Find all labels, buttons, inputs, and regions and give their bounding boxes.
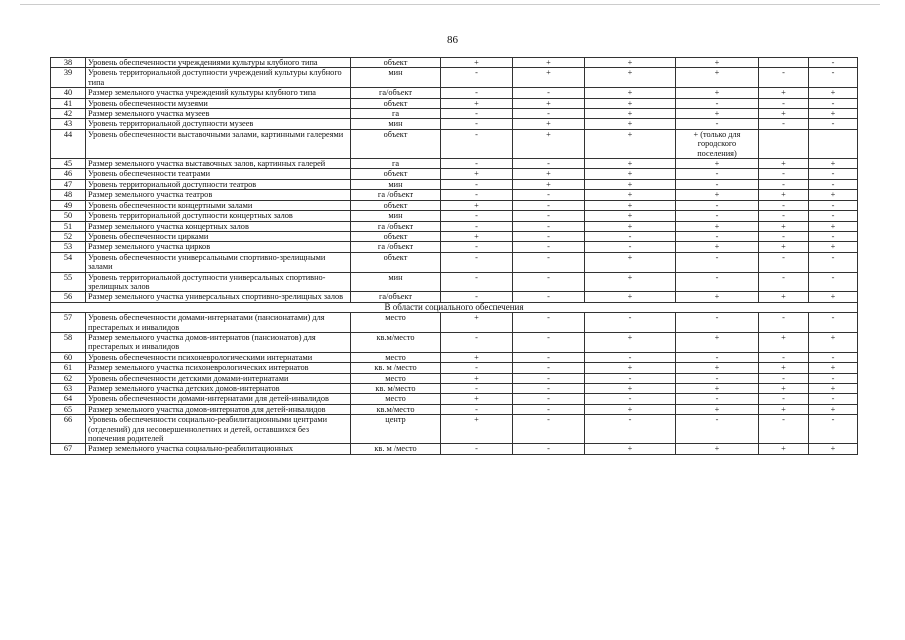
indicator-name: Уровень обеспеченности учреждениями культуры клубного типа [86,58,351,68]
indicator-name: Уровень территориальной доступности учреждений культуры клубного типа [86,68,351,88]
mark-cell: - [585,352,676,362]
mark-cell: + [676,332,759,352]
mark-cell: - [441,68,513,88]
indicator-name: Уровень обеспеченности психоневрологическими интернатами [86,352,351,362]
mark-cell: - [441,252,513,272]
indicator-name: Размер земельного участка социально-реабилитационных [86,444,351,454]
mark-cell: - [809,415,858,444]
row-number: 48 [51,190,86,200]
unit-cell: га /объект [351,190,441,200]
mark-cell: - [809,313,858,333]
row-number: 47 [51,179,86,189]
row-number: 67 [51,444,86,454]
unit-cell: место [351,313,441,333]
mark-cell: + [585,384,676,394]
mark-cell: - [585,394,676,404]
unit-cell: объект [351,200,441,210]
mark-cell: - [513,444,585,454]
mark-cell: - [676,352,759,362]
mark-cell: - [809,252,858,272]
mark-cell: - [759,272,809,292]
mark-cell: - [441,129,513,158]
mark-cell: - [585,415,676,444]
mark-cell: - [759,200,809,210]
mark-cell: - [809,394,858,404]
mark-cell: + [585,169,676,179]
row-number: 66 [51,415,86,444]
indicator-name: Размер земельного участка домов-интернатов для детей-инвалидов [86,404,351,414]
mark-cell: + [441,394,513,404]
mark-cell: - [513,352,585,362]
mark-cell: - [809,68,858,88]
mark-cell: + [585,179,676,189]
unit-cell: га /объект [351,242,441,252]
indicator-name: Размер земельного участка концертных залов [86,221,351,231]
mark-cell: + [759,292,809,302]
mark-cell: - [441,404,513,414]
indicator-name: Уровень обеспеченности цирками [86,231,351,241]
mark-cell: - [513,292,585,302]
indicator-name: Размер земельного участка домов-интернатов (пансионатов) для престарелых и инвалидов [86,332,351,352]
section-title: В области социального обеспечения [51,302,858,312]
mark-cell: - [441,221,513,231]
table-row [51,58,858,68]
mark-cell: + [809,190,858,200]
row-number: 65 [51,404,86,414]
mark-cell: + [513,58,585,68]
mark-cell: + [759,190,809,200]
mark-cell: + [759,363,809,373]
unit-cell: кв.м/место [351,332,441,352]
table-row [51,221,858,231]
mark-cell: + [759,332,809,352]
mark-cell: - [759,98,809,108]
mark-cell: - [585,313,676,333]
mark-cell: + [809,404,858,414]
table-row [51,169,858,179]
indicator-name: Уровень обеспеченности выставочными залами, картинными галереями [86,129,351,158]
mark-cell: + [441,98,513,108]
mark-cell: - [513,231,585,241]
mark-cell: - [513,252,585,272]
mark-cell: + [676,68,759,88]
mark-cell: - [441,109,513,119]
row-number: 44 [51,129,86,158]
indicator-name: Уровень обеспеченности домами-интернатами (пансионатами) для престарелых и инвалидов [86,313,351,333]
unit-cell: мин [351,211,441,221]
mark-cell: - [513,190,585,200]
indicator-name: Уровень территориальной доступности универсальных спортивно-зрелищных залов [86,272,351,292]
mark-cell: + [676,88,759,98]
row-number: 55 [51,272,86,292]
mark-cell: - [513,415,585,444]
mark-cell: - [441,190,513,200]
mark-cell: - [676,119,759,129]
mark-cell: - [513,88,585,98]
mark-cell: - [759,211,809,221]
mark-cell: + [585,88,676,98]
mark-cell: + [676,404,759,414]
mark-cell: + [585,190,676,200]
mark-cell: - [759,394,809,404]
indicator-name: Размер земельного участка музеев [86,109,351,119]
unit-cell: объект [351,231,441,241]
mark-cell: + [585,98,676,108]
mark-cell: - [441,444,513,454]
mark-cell: - [585,231,676,241]
mark-cell: + [809,444,858,454]
mark-cell: - [441,88,513,98]
mark-cell: - [441,211,513,221]
mark-cell: + [676,242,759,252]
mark-cell: - [809,58,858,68]
unit-cell: объект [351,58,441,68]
mark-cell: - [759,119,809,129]
unit-cell: кв.м/место [351,404,441,414]
mark-cell: + [676,384,759,394]
mark-cell: + [585,292,676,302]
unit-cell: га [351,109,441,119]
mark-cell: - [759,179,809,189]
mark-cell: + [809,221,858,231]
mark-cell: - [676,179,759,189]
unit-cell: объект [351,98,441,108]
indicator-name: Уровень обеспеченности музеями [86,98,351,108]
table-row [51,242,858,252]
mark-cell: + [513,129,585,158]
mark-cell: - [585,242,676,252]
row-number: 39 [51,68,86,88]
mark-cell: - [759,231,809,241]
unit-cell: кв. м/место [351,384,441,394]
norms-table [50,57,858,455]
mark-cell: - [513,332,585,352]
indicator-name: Уровень обеспеченности универсальными спортивно-зрелищными залами [86,252,351,272]
mark-cell: - [513,242,585,252]
mark-cell: + [441,373,513,383]
mark-cell: + [585,363,676,373]
table-row [51,211,858,221]
mark-cell: + [585,129,676,158]
indicator-name: Уровень обеспеченности театрами [86,169,351,179]
table-row [51,404,858,414]
row-number: 54 [51,252,86,272]
unit-cell: объект [351,129,441,158]
row-number: 46 [51,169,86,179]
table-row [51,313,858,333]
table-row [51,98,858,108]
mark-cell: - [759,415,809,444]
unit-cell: объект [351,252,441,272]
mark-cell: - [676,313,759,333]
mark-cell: + [513,98,585,108]
mark-cell: + [585,332,676,352]
unit-cell: га /объект [351,221,441,231]
mark-cell: + [513,169,585,179]
table-row [51,200,858,210]
mark-cell: - [441,384,513,394]
mark-cell: - [809,373,858,383]
row-number: 61 [51,363,86,373]
mark-cell: - [676,394,759,404]
mark-cell: + [585,211,676,221]
mark-cell: - [809,272,858,292]
unit-cell: место [351,394,441,404]
mark-cell: - [513,363,585,373]
row-number: 58 [51,332,86,352]
mark-cell: - [809,119,858,129]
row-number: 56 [51,292,86,302]
mark-cell: + [585,159,676,169]
mark-cell: + [441,169,513,179]
mark-cell: - [513,404,585,414]
indicator-name: Размер земельного участка театров [86,190,351,200]
mark-cell: + [441,352,513,362]
row-number: 49 [51,200,86,210]
table-row [51,444,858,454]
mark-cell: - [759,252,809,272]
mark-cell: - [513,384,585,394]
mark-cell: - [676,169,759,179]
mark-cell: - [759,352,809,362]
mark-cell: + [585,404,676,414]
mark-cell: - [513,159,585,169]
mark-cell: + [809,384,858,394]
indicator-name: Размер земельного участка детских домов-интернатов [86,384,351,394]
mark-cell: - [441,119,513,129]
mark-cell: + [585,68,676,88]
table-row [51,190,858,200]
table-row [51,292,858,302]
mark-cell: + [759,109,809,119]
table-row [51,415,858,444]
row-number: 40 [51,88,86,98]
unit-cell: место [351,373,441,383]
unit-cell: мин [351,179,441,189]
mark-cell: + [441,200,513,210]
mark-cell: + [759,384,809,394]
mark-cell: + [676,58,759,68]
mark-cell: - [809,179,858,189]
indicator-name: Уровень обеспеченности концертными залами [86,200,351,210]
mark-cell: + [759,88,809,98]
row-number: 57 [51,313,86,333]
mark-cell: - [759,169,809,179]
mark-cell: - [676,373,759,383]
mark-cell: - [441,292,513,302]
row-number: 52 [51,231,86,241]
mark-cell: - [809,352,858,362]
mark-cell: + [676,363,759,373]
mark-cell: + [676,190,759,200]
table-row [51,394,858,404]
mark-cell: - [513,394,585,404]
mark-cell: - [676,98,759,108]
mark-cell: + [441,415,513,444]
mark-cell: + [809,292,858,302]
unit-cell: мин [351,119,441,129]
row-number: 64 [51,394,86,404]
mark-cell: + [513,68,585,88]
mark-cell: + [759,404,809,414]
mark-cell: - [513,272,585,292]
table-row [51,272,858,292]
page-number: 86 [447,34,458,46]
table-row [51,68,858,88]
row-number: 63 [51,384,86,394]
mark-cell: - [441,363,513,373]
mark-cell: + [441,313,513,333]
mark-cell: - [513,200,585,210]
mark-cell: + [585,119,676,129]
unit-cell: объект [351,169,441,179]
mark-cell: - [759,68,809,88]
table-row [51,109,858,119]
unit-cell: кв. м /место [351,444,441,454]
mark-cell: + [809,109,858,119]
mark-cell: - [441,332,513,352]
row-number: 62 [51,373,86,383]
mark-cell: - [759,313,809,333]
table-row [51,352,858,362]
unit-cell: кв. м /место [351,363,441,373]
indicator-name: Уровень обеспеченности домами-интернатами для детей-инвалидов [86,394,351,404]
row-number: 50 [51,211,86,221]
row-number: 60 [51,352,86,362]
indicator-name: Уровень территориальной доступности концертных залов [86,211,351,221]
mark-cell: - [441,242,513,252]
mark-cell: - [513,221,585,231]
mark-cell: - [441,272,513,292]
mark-cell: - [759,373,809,383]
mark-cell: + [585,109,676,119]
row-number: 51 [51,221,86,231]
mark-cell: + [676,159,759,169]
mark-cell: - [676,231,759,241]
table-body-culture [51,58,858,303]
indicator-name: Уровень обеспеченности детскими домами-интернатами [86,373,351,383]
mark-cell: + [585,58,676,68]
mark-cell: - [441,159,513,169]
table-body-social [51,313,858,455]
mark-cell: + [809,242,858,252]
mark-cell: + [441,58,513,68]
mark-cell: - [676,272,759,292]
mark-cell: - [441,179,513,189]
mark-cell: + [809,363,858,373]
indicator-name: Размер земельного участка психоневрологических интернатов [86,363,351,373]
mark-cell: + [759,444,809,454]
mark-cell: + [809,332,858,352]
table-row [51,373,858,383]
row-number: 43 [51,119,86,129]
row-number: 53 [51,242,86,252]
mark-cell: + [809,88,858,98]
mark-cell: - [513,313,585,333]
mark-cell: + [676,444,759,454]
table-row [51,119,858,129]
mark-cell: + [585,272,676,292]
mark-cell: + [585,444,676,454]
mark-cell: + [676,109,759,119]
mark-cell: - [585,373,676,383]
mark-cell: - [676,252,759,272]
section-row [51,302,858,312]
mark-cell: - [676,415,759,444]
mark-cell: + [759,242,809,252]
indicator-name: Размер земельного участка универсальных спортивно-зрелищных залов [86,292,351,302]
table-row [51,129,858,158]
row-number: 41 [51,98,86,108]
mark-cell [759,129,809,158]
mark-cell: + [676,221,759,231]
mark-cell: + [759,159,809,169]
mark-cell: - [809,98,858,108]
row-number: 42 [51,109,86,119]
row-number: 45 [51,159,86,169]
unit-cell: га/объект [351,88,441,98]
unit-cell: место [351,352,441,362]
indicator-name: Размер земельного участка цирков [86,242,351,252]
table-row [51,179,858,189]
row-number: 38 [51,58,86,68]
indicator-name: Уровень обеспеченности социально-реабилитационными центрами (отделений) для несовершеннолетних и детей, оставшихся без попечения родителей [86,415,351,444]
mark-cell: - [809,200,858,210]
mark-cell: + [585,200,676,210]
mark-cell [759,58,809,68]
table-row [51,363,858,373]
mark-cell: - [513,373,585,383]
mark-cell: - [809,169,858,179]
unit-cell: мин [351,68,441,88]
mark-cell [809,129,858,158]
mark-cell: - [676,200,759,210]
mark-cell: - [513,211,585,221]
mark-cell: - [809,231,858,241]
mark-cell: + [676,292,759,302]
indicator-name: Размер земельного участка выставочных залов, картинных галерей [86,159,351,169]
table-row [51,231,858,241]
indicator-name: Размер земельного участка учреждений культуры клубного типа [86,88,351,98]
mark-cell: - [676,211,759,221]
table-row [51,332,858,352]
unit-cell: га [351,159,441,169]
mark-cell: + [809,159,858,169]
table-row [51,384,858,394]
unit-cell: га/объект [351,292,441,302]
mark-cell: + [759,221,809,231]
mark-cell: + [441,231,513,241]
mark-cell: - [809,211,858,221]
table-row [51,88,858,98]
mark-cell: + [513,179,585,189]
indicator-name: Уровень территориальной доступности театров [86,179,351,189]
mark-cell: + (только для городского поселения) [676,129,759,158]
mark-cell: + [585,252,676,272]
indicator-name: Уровень территориальной доступности музеев [86,119,351,129]
mark-cell: + [513,119,585,129]
mark-cell: + [585,221,676,231]
unit-cell: мин [351,272,441,292]
table-row [51,252,858,272]
table-row [51,159,858,169]
mark-cell: - [513,109,585,119]
scan-top-edge [20,4,880,5]
unit-cell: центр [351,415,441,444]
